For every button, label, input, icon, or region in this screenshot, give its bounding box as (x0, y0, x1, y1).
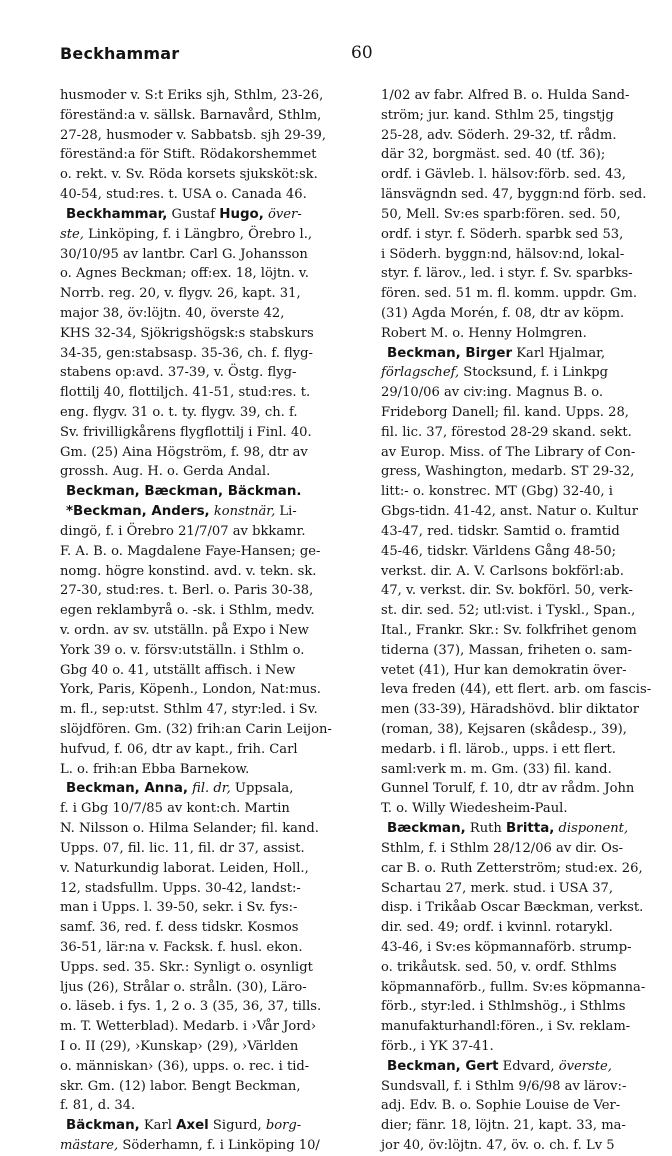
line-text: jor 40, öv:löjtn. 47, öv. o. ch. f. Lv 5 (381, 1138, 615, 1154)
line-text: York 39 o. v. försv:utställn. i Sthlm o. (60, 642, 305, 658)
line-text: 12, stadsfullm. Upps. 30-42, landst:- (60, 880, 301, 896)
text-line (60, 918, 344, 938)
line-text: stabens op:avd. 37-39, v. Östg. flyg- (60, 365, 297, 381)
line-text: Norrb. reg. 20, v. flygv. 26, kapt. 31, (60, 286, 301, 302)
headword: Beckhammar, (66, 206, 168, 222)
text-line (381, 126, 665, 146)
line-text: 43-47, red. tidskr. Samtid o. framtid (381, 523, 620, 539)
text-line (60, 1017, 344, 1037)
text-line (60, 839, 344, 859)
text-line (60, 978, 344, 998)
text-line (381, 779, 665, 799)
headword: Axel (176, 1118, 209, 1134)
line-text: verkst. dir. A. V. Carlsons bokförl:ab. (381, 563, 624, 579)
right-column (381, 86, 665, 1156)
line-text: grossh. Aug. H. o. Gerda Andal. (60, 464, 271, 480)
headword: Beckman, Birger (387, 345, 513, 361)
line-text: Karl (139, 1118, 177, 1134)
line-text: (roman, 38), Kejsaren (skådesp., 39), (381, 722, 627, 737)
text-line (381, 225, 665, 245)
line-text: Li- (275, 504, 297, 520)
text-line (60, 324, 344, 344)
text-line (60, 859, 344, 879)
text-line (60, 165, 344, 185)
text-line (60, 1057, 344, 1077)
line-text: förb., i YK 37-41. (381, 1039, 494, 1054)
text-line (381, 542, 665, 562)
text-line (381, 502, 665, 522)
line-text: 43-46, i Sv:es köpmannaförb. strump- (381, 939, 632, 955)
text-line (381, 898, 665, 918)
line-text: där 32, borgmäst. sed. 40 (tf. 36); (381, 147, 606, 163)
line-text: 50, Mell. Sv:es sparb:fören. sed. 50, (381, 206, 621, 222)
line-text: Ital., Frankr. Skr.: Sv. folkfrihet genom (381, 622, 637, 638)
line-text: samf. 36, red. f. dess tidskr. Kosmos (60, 920, 299, 936)
occupation-italic: borg- (265, 1118, 302, 1134)
line-text: York, Paris, Köpenh., London, Nat:mus. (60, 682, 321, 698)
text-line (60, 264, 344, 284)
line-text: Gustaf (167, 206, 220, 222)
text-line (381, 403, 665, 423)
text-line (381, 145, 665, 165)
line-text: köpmannaförb., fullm. Sv:es köpmanna- (381, 979, 646, 995)
occupation-italic: fil. dr, (192, 781, 231, 797)
line-text: Sv. frivilligkårens flygflottilj i Finl. 40. (60, 424, 312, 440)
line-text: f. 81, d. 34. (60, 1098, 136, 1114)
text-line (381, 581, 665, 601)
line-text: Gm. (25) Aina Högström, f. 98, dtr av (60, 444, 308, 460)
line-text: styr. f. lärov., led. i styr. f. Sv. sparbks- (381, 266, 633, 282)
line-text: Ruth (465, 821, 507, 837)
text-line (60, 641, 344, 661)
line-text: KHS 32-34, Sjökrigshögsk:s stabskurs (60, 325, 314, 341)
text-line (60, 740, 344, 760)
entry-head-line (60, 205, 344, 225)
line-text: manufakturhandl:fören., i Sv. reklam- (381, 1019, 631, 1035)
text-line (60, 680, 344, 700)
line-text: o. människan› (36), upps. o. rec. i tid- (60, 1058, 310, 1074)
text-line (381, 284, 665, 304)
entry-head-line (60, 1116, 344, 1136)
headword: Beckman, Bæckman, Bäckman. (66, 484, 302, 500)
line-text: Upps. sed. 35. Skr.: Synligt o. osynligt (60, 959, 313, 975)
line-text: Robert M. o. Henny Holmgren. (381, 325, 587, 341)
line-text: Edvard, (498, 1058, 559, 1074)
text-line (381, 1116, 665, 1136)
text-line (60, 581, 344, 601)
text-line (381, 799, 665, 819)
occupation-italic: ste, (60, 226, 84, 242)
line-text: saml:verk m. m. Gm. (33) fil. kand. (381, 761, 612, 777)
line-text: Gbg 40 o. 41, utställt affisch. i New (60, 662, 296, 678)
line-text: husmoder v. S:t Eriks sjh, Sthlm, 23-26, (60, 88, 324, 103)
line-text: T. o. Willy Wiedesheim-Paul. (381, 801, 568, 817)
line-text: av Europ. Miss. of The Library of Con- (381, 444, 636, 460)
text-line (60, 284, 344, 304)
text-line (60, 443, 344, 463)
text-line (60, 363, 344, 383)
line-text: 30/10/95 av lantbr. Carl G. Johansson (60, 246, 308, 262)
line-text: 45-46, tidskr. Världens Gång 48-50; (381, 543, 617, 559)
text-line (60, 1037, 344, 1057)
text-line (381, 106, 665, 126)
line-text: major 38, öv:löjtn. 40, överste 42, (60, 305, 285, 321)
text-line (60, 819, 344, 839)
text-line (60, 720, 344, 740)
line-text: gress, Washington, medarb. ST 29-32, (381, 464, 635, 480)
line-text: Gunnel Torulf, f. 10, dtr av rådm. John (381, 781, 635, 797)
text-line (381, 740, 665, 760)
line-text: Uppsala, (230, 781, 294, 797)
text-line (381, 86, 665, 106)
line-text: (31) Agda Morén, f. 08, dtr av köpm. (381, 305, 625, 321)
line-text: 27-28, husmoder v. Sabbatsb. sjh 29-39, (60, 127, 326, 143)
text-line (60, 1136, 344, 1156)
text-line (60, 542, 344, 562)
text-line (381, 304, 665, 324)
text-line (381, 839, 665, 859)
headword: *Beckman, Anders, (66, 504, 210, 520)
line-text: fören. sed. 51 m. fl. komm. uppdr. Gm. (381, 286, 638, 302)
line-text: flottilj 40, flottiljch. 41-51, stud:res. t. (60, 385, 311, 401)
line-text: slöjdfören. Gm. (32) frih:an Carin Leijon- (60, 722, 332, 737)
line-text: m. T. Wetterblad). Medarb. i ›Vår Jord› (60, 1019, 317, 1035)
text-line (381, 383, 665, 403)
occupation-italic: över- (268, 206, 302, 222)
text-line (381, 680, 665, 700)
line-text: förb., styr:led. i Sthlmshög., i Sthlms (381, 999, 626, 1015)
text-line (381, 621, 665, 641)
headword: Bäckman, (66, 1118, 140, 1134)
text-line (381, 1037, 665, 1057)
text-line (381, 324, 665, 344)
text-line (381, 720, 665, 740)
text-line (60, 403, 344, 423)
running-head: Beckhammar (60, 44, 180, 63)
text-line (381, 661, 665, 681)
line-text: Sthlm, f. i Sthlm 28/12/06 av dir. Os- (381, 840, 624, 856)
text-line (60, 879, 344, 899)
text-line (60, 245, 344, 265)
line-text: skr. Gm. (12) labor. Bengt Beckman, (60, 1078, 301, 1094)
line-text: eng. flygv. 31 o. t. ty. flygv. 39, ch. f. (60, 405, 298, 420)
occupation-italic: förlagschef, (381, 365, 460, 381)
line-text: Frideborg Danell; fil. kand. Upps. 28, (381, 405, 629, 420)
entry-head-line (60, 779, 344, 799)
text-line (381, 859, 665, 879)
text-line (60, 621, 344, 641)
text-line (381, 185, 665, 205)
text-line (381, 978, 665, 998)
line-text: fil. lic. 37, förestod 28-29 skand. sekt. (381, 424, 632, 440)
text-line (381, 245, 665, 265)
line-text: man i Upps. l. 39-50, sekr. i Sv. fys:- (60, 900, 298, 916)
line-text: o. trikåutsk. sed. 50, v. ordf. Sthlms (381, 959, 617, 975)
text-line (381, 918, 665, 938)
line-text: v. ordn. av sv. utställn. på Expo i New (60, 622, 309, 638)
line-text: m. fl., sep:utst. Sthlm 47, styr:led. i Sv. (60, 702, 318, 718)
line-text: 27-30, stud:res. t. Berl. o. Paris 30-38, (60, 583, 314, 599)
text-line (60, 522, 344, 542)
line-text: F. A. B. o. Magdalene Faye-Hansen; ge- (60, 543, 321, 559)
line-text: Gbgs-tidn. 41-42, anst. Natur o. Kultur (381, 504, 638, 520)
line-text: leva freden (44), ett flert. arb. om fascis- (381, 682, 652, 698)
line-text: dier; fänr. 18, löjtn. 21, kapt. 33, ma- (381, 1118, 626, 1134)
line-text: 34-35, gen:stabsasp. 35-36, ch. f. flyg- (60, 345, 313, 361)
headword: Britta, (506, 821, 555, 837)
headword: Beckman, Anna, (66, 781, 188, 797)
text-line (381, 997, 665, 1017)
line-text: 29/10/06 av civ:ing. Magnus B. o. (381, 385, 604, 401)
line-text: ordf. i styr. f. Söderh. sparbk sed 53, (381, 226, 624, 242)
text-line (60, 898, 344, 918)
line-text: 40-54, stud:res. t. USA o. Canada 46. (60, 187, 307, 203)
page-number: 60 (351, 43, 373, 63)
text-line (60, 106, 344, 126)
occupation-italic: mästare, (60, 1138, 119, 1154)
text-line (381, 958, 665, 978)
line-text: L. o. frih:an Ebba Barnekow. (60, 761, 250, 777)
text-line (60, 145, 344, 165)
text-line (381, 205, 665, 225)
occupation-italic: konstnär, (213, 504, 276, 520)
line-text: N. Nilsson o. Hilma Selander; fil. kand. (60, 821, 319, 837)
text-line (60, 562, 344, 582)
text-line (381, 879, 665, 899)
entry-head-line (381, 344, 665, 364)
text-line (381, 462, 665, 482)
line-text: 1/02 av fabr. Alfred B. o. Hulda Sand- (381, 88, 630, 103)
line-text: tiderna (37), Massan, friheten o. sam- (381, 642, 633, 658)
occupation-italic: disponent, (558, 821, 629, 837)
line-text: Upps. 07, fil. lic. 11, fil. dr 37, assist. (60, 840, 305, 856)
headword: Bæckman, (387, 821, 466, 837)
text-line (60, 86, 344, 106)
line-text: car B. o. Ruth Zetterström; stud:ex. 26, (381, 860, 643, 876)
text-line (381, 165, 665, 185)
text-line (381, 760, 665, 780)
text-line (60, 997, 344, 1017)
line-text: v. Naturkundig laborat. Leiden, Holl., (60, 860, 309, 876)
entry-head-line (60, 482, 344, 502)
text-line (60, 185, 344, 205)
line-text: 36-51, lär:na v. Facksk. f. husl. ekon. (60, 939, 303, 955)
line-text: föreständ:a v. sällsk. Barnavård, Sthlm, (60, 107, 322, 123)
headword: Hugo, (219, 206, 264, 222)
line-text: 25-28, adv. Söderh. 29-32, tf. rådm. (381, 127, 617, 143)
line-text: föreständ:a för Stift. Rödakorshemmet (60, 147, 317, 163)
text-line (381, 641, 665, 661)
line-text: dir. sed. 49; ordf. i kvinnl. rotarykl. (381, 920, 613, 936)
line-text: Karl Hjalmar, (512, 345, 606, 361)
line-text: Linköping, f. i Längbro, Örebro l., (83, 226, 313, 242)
text-line (60, 383, 344, 403)
text-line (60, 661, 344, 681)
text-line (381, 443, 665, 463)
text-line (60, 958, 344, 978)
text-line (381, 482, 665, 502)
text-line (60, 344, 344, 364)
line-text: Stocksund, f. i Linkpg (459, 365, 609, 381)
line-text: f. i Gbg 10/7/85 av kont:ch. Martin (60, 801, 290, 817)
text-line (381, 1017, 665, 1037)
line-text: medarb. i fl. lärob., upps. i ett flert. (381, 741, 616, 757)
left-column (60, 86, 344, 1156)
text-line (60, 225, 344, 245)
line-text: adj. Edv. B. o. Sophie Louise de Ver- (381, 1098, 621, 1114)
headword: Beckman, Gert (387, 1058, 499, 1074)
line-text: o. läseb. i fys. 1, 2 o. 3 (35, 36, 37, tills. (60, 999, 322, 1015)
line-text: Schartau 27, merk. stud. i USA 37, (381, 880, 614, 896)
line-text: litt:- o. konstrec. MT (Gbg) 32-40, i (381, 484, 613, 500)
text-line (60, 1077, 344, 1097)
text-line (381, 363, 665, 383)
text-line (60, 601, 344, 621)
text-line (60, 760, 344, 780)
line-text: 47, v. verkst. dir. Sv. bokförl. 50, verk- (381, 583, 633, 599)
line-text: o. Agnes Beckman; off:ex. 18, löjtn. v. (60, 266, 309, 282)
text-line (60, 126, 344, 146)
text-line (60, 462, 344, 482)
text-line (381, 938, 665, 958)
text-line (381, 700, 665, 720)
line-text: dingö, f. i Örebro 21/7/07 av bkkamr. (60, 523, 306, 539)
line-text: i Söderh. byggn:nd, hälsov:nd, lokal- (381, 246, 625, 262)
text-line (381, 1096, 665, 1116)
line-text: Sundsvall, f. i Sthlm 9/6/98 av lärov:- (381, 1078, 627, 1094)
text-line (60, 799, 344, 819)
text-line (60, 938, 344, 958)
text-line (60, 423, 344, 443)
text-line (381, 423, 665, 443)
line-text: ljus (26), Strålar o. stråln. (30), Läro- (60, 979, 307, 995)
line-text: hufvud, f. 06, dtr av kapt., frih. Carl (60, 741, 298, 757)
text-line (381, 1136, 665, 1156)
line-text: men (33-39), Häradshövd. blir diktator (381, 702, 640, 718)
line-text: disp. i Trikåab Oscar Bæckman, verkst. (381, 900, 644, 916)
text-line (381, 562, 665, 582)
line-text: Söderhamn, f. i Linköping 10/ (118, 1138, 320, 1154)
text-line (60, 304, 344, 324)
text-line (381, 264, 665, 284)
entry-head-line (381, 1057, 665, 1077)
line-text: nomg. högre konstind. avd. v. tekn. sk. (60, 563, 317, 579)
text-line (381, 522, 665, 542)
entry-head-line (60, 502, 344, 522)
line-text: ordf. i Gävleb. l. hälsov:förb. sed. 43, (381, 167, 626, 183)
occupation-italic: överste, (558, 1058, 612, 1074)
text-line (381, 601, 665, 621)
line-text: Sigurd, (208, 1118, 266, 1134)
line-text: o. rekt. v. Sv. Röda korsets sjuksköt:sk. (60, 167, 318, 183)
line-text: st. dir. sed. 52; utl:vist. i Tyskl., Span., (381, 603, 636, 619)
line-text: ström; jur. kand. Sthlm 25, tingstjg (381, 107, 614, 123)
line-text: länsvägndn sed. 47, byggn:nd förb. sed. (381, 187, 647, 203)
text-line (381, 1077, 665, 1097)
line-text: egen reklambyrå o. -sk. i Sthlm, medv. (60, 603, 315, 619)
text-line (60, 1096, 344, 1116)
line-text: I o. II (29), ›Kunskap› (29), ›Världen (60, 1039, 299, 1054)
text-line (60, 700, 344, 720)
entry-head-line (381, 819, 665, 839)
line-text: vetet (41), Hur kan demokratin över- (381, 662, 627, 678)
